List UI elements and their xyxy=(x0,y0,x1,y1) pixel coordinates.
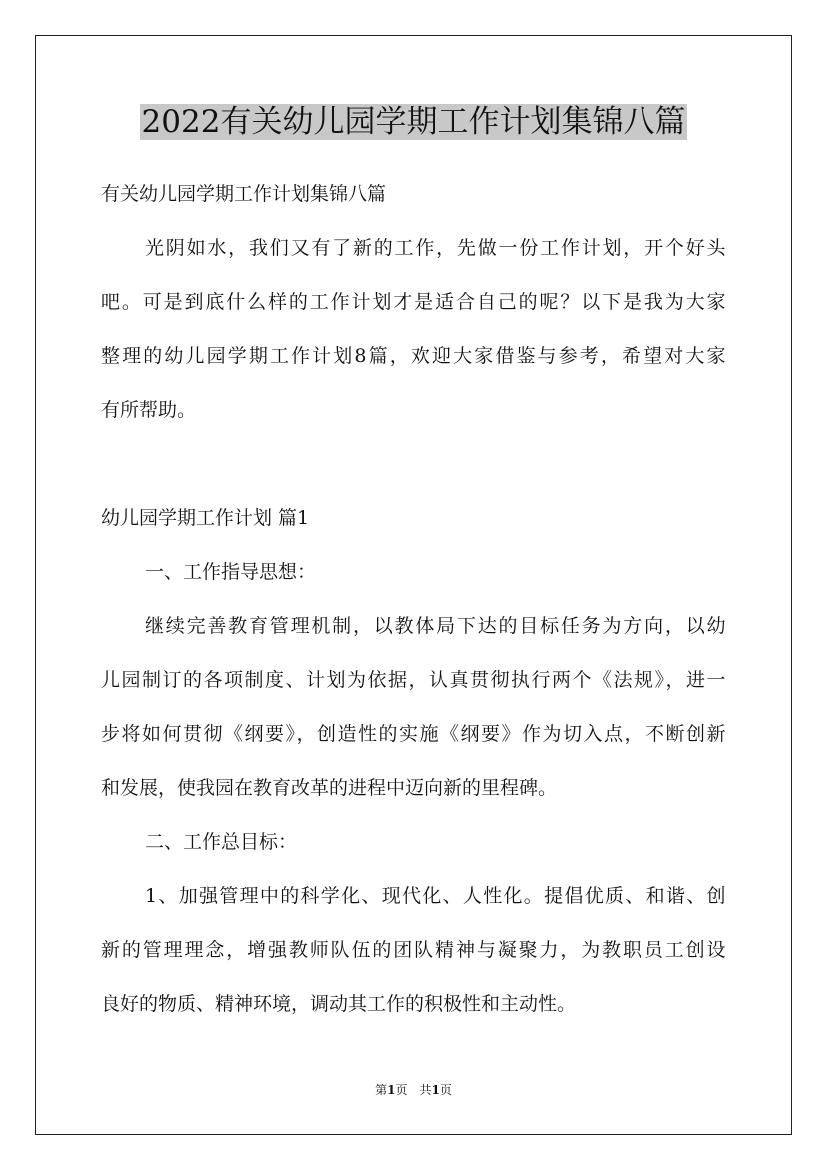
footer-page-current: 1 xyxy=(387,1083,396,1097)
footer-suffix: 页 xyxy=(439,1083,452,1097)
intro-line-4: 有所帮助。 xyxy=(101,399,197,421)
intro-line-1: 光阴如水，我们又有了新的工作，先做一份工作计划，开个好头 xyxy=(145,237,726,259)
footer-page-total: 1 xyxy=(431,1083,440,1097)
footer-mid: 页 共 xyxy=(395,1083,432,1097)
part2-heading: 二、工作总目标： xyxy=(145,831,298,853)
part1-line-1: 继续完善教育管理机制，以教体局下达的目标任务为方向，以幼 xyxy=(145,615,726,637)
part1-line-2: 儿园制订的各项制度、计划为依据，认真贯彻执行两个《法规》，进一 xyxy=(101,669,726,691)
intro-line-3: 整理的幼儿园学期工作计划8篇，欢迎大家借鉴与参考，希望对大家 xyxy=(101,345,726,367)
part2-line-3: 良好的物质、精神环境，调动其工作的积极性和主动性。 xyxy=(101,993,577,1015)
document-subtitle: 有关幼儿园学期工作计划集锦八篇 xyxy=(101,183,387,205)
part2-line-2: 新的管理理念，增强教师队伍的团队精神与凝聚力，为教职员工创设 xyxy=(101,939,726,961)
part1-heading: 一、工作指导思想： xyxy=(145,561,317,583)
document-title xyxy=(0,100,827,144)
section-heading: 幼儿园学期工作计划 篇1 xyxy=(101,507,310,529)
document-title-text: 2022有关幼儿园学期工作计划集锦八篇 xyxy=(141,104,686,140)
intro-line-2: 吧。可是到底什么样的工作计划才是适合自己的呢？以下是我为大家 xyxy=(101,291,726,313)
part1-line-3: 步将如何贯彻《纲要》，创造性的实施《纲要》作为切入点，不断创新 xyxy=(101,723,726,745)
footer-prefix: 第 xyxy=(375,1083,388,1097)
part2-line-1: 1、加强管理中的科学化、现代化、人性化。提倡优质、和谐、创 xyxy=(145,885,726,907)
part1-line-4: 和发展，使我园在教育改革的进程中迈向新的里程碑。 xyxy=(101,777,558,799)
page-footer xyxy=(0,1082,827,1098)
